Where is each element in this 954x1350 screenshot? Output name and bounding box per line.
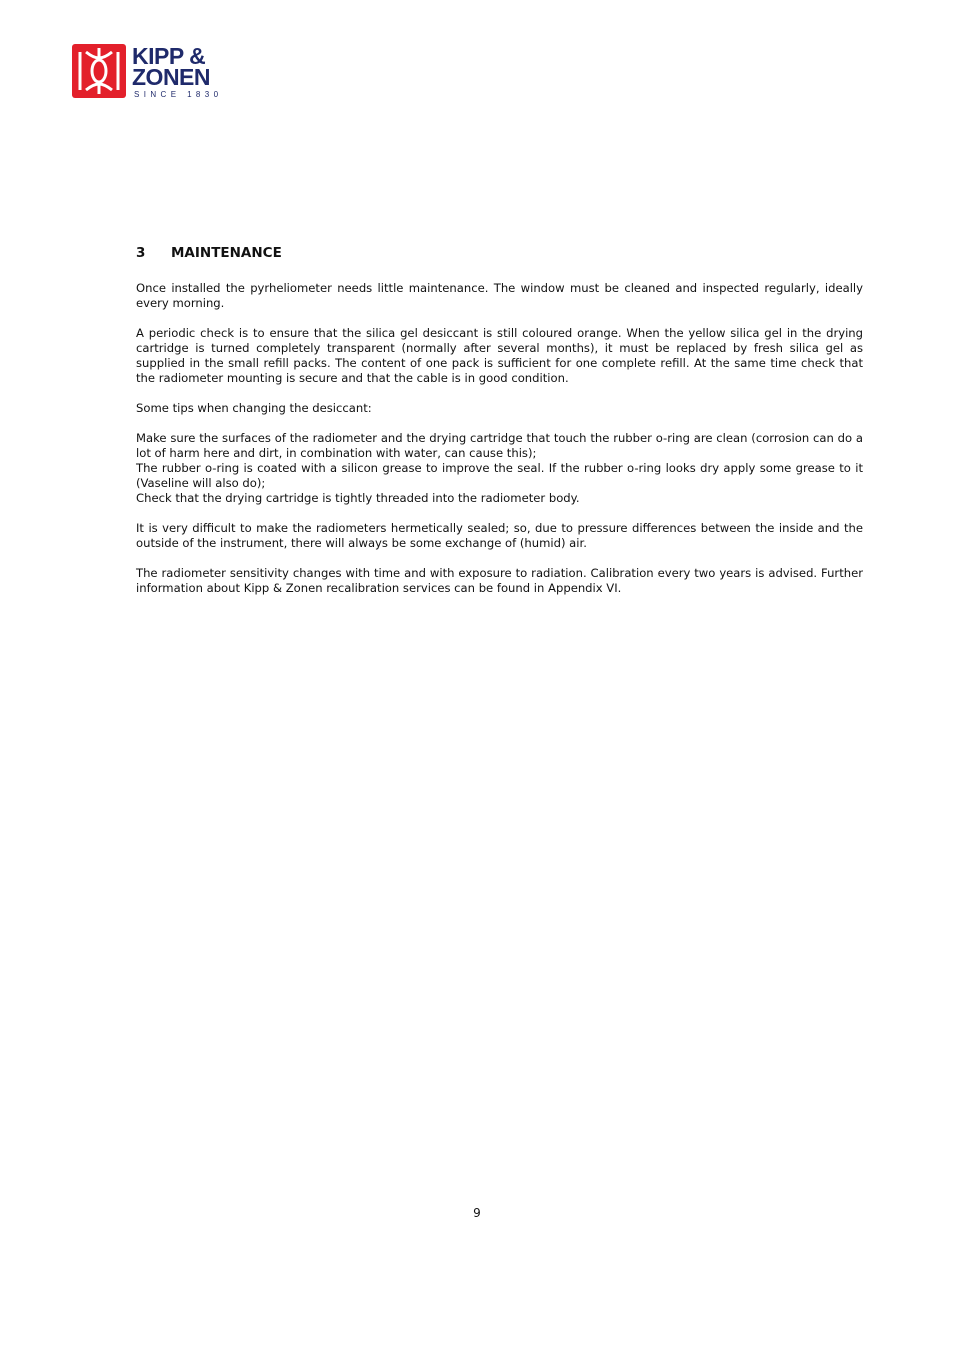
paragraph-calibration: The radiometer sensitivity changes with time and with exposure to radiation. Calibration every two years is advised. Further information about Kipp & Zonen recalibration services can be found in Appendix VI.	[136, 566, 863, 595]
page-number: 9	[473, 1206, 481, 1220]
tip-item: Check that the drying cartridge is tightly threaded into the radiometer body.	[136, 491, 580, 505]
section-heading	[136, 245, 863, 261]
tip-item: The rubber o-ring is coated with a silicon grease to improve the seal. If the rubber o-ring looks dry apply some grease to it (Vaseline will also do);	[136, 461, 863, 490]
paragraph-tips-intro: Some tips when changing the desiccant:	[136, 401, 372, 415]
logo-wordmark-line2: ZONEN	[132, 64, 210, 90]
document-body	[136, 245, 863, 611]
tips-list	[136, 431, 863, 506]
company-logo	[72, 44, 248, 100]
section-number: 3	[136, 245, 146, 261]
paragraph-desiccant-check: A periodic check is to ensure that the silica gel desiccant is still coloured orange. When the yellow silica gel in the drying cartridge is turned completely transparent (normally after several months), it must be replaced by fresh silica gel as supplied in the small refill packs. The content of one pack is sufficient for one complete refill. At the same time check that the radiometer mounting is secure and that the cable is in good condition.	[136, 326, 863, 385]
logo-wordmark-line1: KIPP &	[132, 43, 206, 69]
paragraph-hermetic-seal: It is very difficult to make the radiometers hermetically sealed; so, due to pressure differences between the inside and the outside of the instrument, there will always be some exchange of (humid) air.	[136, 521, 863, 550]
logo-tagline: SINCE 1830	[134, 90, 223, 99]
section-title: MAINTENANCE	[171, 245, 282, 261]
paragraph-intro: Once installed the pyrheliometer needs little maintenance. The window must be cleaned and inspected regularly, ideally every morning.	[136, 281, 863, 310]
kipp-zonen-emblem-icon	[72, 44, 126, 98]
tip-item: Make sure the surfaces of the radiometer and the drying cartridge that touch the rubber o-ring are clean (corrosion can do a lot of harm here and dirt, in combination with water, can cause this);	[136, 431, 863, 460]
